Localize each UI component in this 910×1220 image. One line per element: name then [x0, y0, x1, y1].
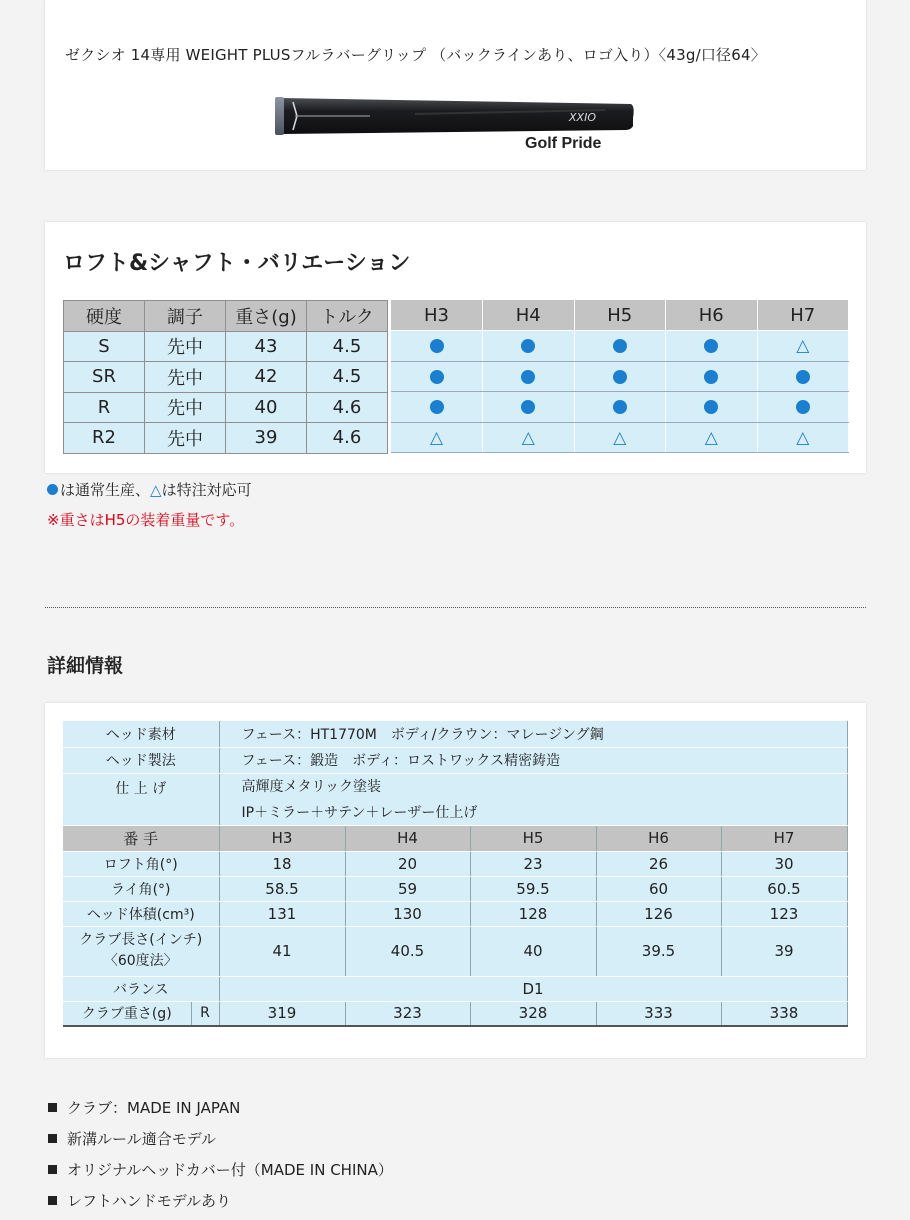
- table-row: [63, 851, 847, 876]
- note-text: レフトハンドモデルあり: [67, 1192, 231, 1210]
- club-weight-value: 333: [596, 1001, 721, 1026]
- flex-cell: R2: [64, 423, 145, 454]
- triangle-icon: △: [521, 427, 535, 448]
- note-text: 新溝ルール適合モデル: [67, 1130, 216, 1148]
- head-material-value: フェース：HT1770M ボディ/クラウン：マレージング鋼: [219, 721, 847, 747]
- availability-cell: [666, 361, 758, 392]
- lie-value: 59: [345, 876, 470, 901]
- length-value: 39: [721, 926, 847, 976]
- grip-card: [45, 0, 866, 170]
- availability-cell: [757, 361, 849, 392]
- head-method-label: ヘッド製法: [63, 747, 219, 773]
- availability-cell: [574, 422, 666, 453]
- club-weight-value: 319: [219, 1001, 345, 1026]
- dot-icon: [613, 400, 627, 414]
- availability-cell: [391, 422, 483, 453]
- torque-cell: 4.5: [307, 362, 388, 393]
- finish-value-1: 高輝度メタリック塗装: [219, 773, 847, 799]
- volume-value: 123: [721, 901, 847, 926]
- variation-title: ロフト&シャフト・バリエーション: [63, 251, 411, 276]
- header-h4: H4: [483, 300, 575, 331]
- torque-cell: 4.5: [307, 331, 388, 362]
- volume-value: 131: [219, 901, 345, 926]
- availability-cell: [757, 422, 849, 453]
- number-h6: H6: [596, 825, 721, 851]
- variation-spec-table: [63, 300, 388, 454]
- dot-icon: [430, 370, 444, 384]
- weight-flex: R: [191, 1001, 219, 1026]
- header-hardness: 硬度: [64, 301, 145, 332]
- kick-cell: 先中: [145, 331, 226, 362]
- weight-cell: 43: [226, 331, 307, 362]
- availability-cell: [757, 392, 849, 423]
- table-row: [63, 926, 847, 976]
- notes-list: [48, 1096, 393, 1220]
- header-h6: H6: [666, 300, 758, 331]
- table-row: [64, 392, 388, 423]
- balance-label: バランス: [63, 976, 219, 1001]
- availability-legend: [47, 479, 252, 500]
- dot-icon: [796, 400, 810, 414]
- grip-image: [275, 96, 635, 154]
- availability-header: [391, 300, 849, 331]
- square-bullet-icon: [48, 1196, 57, 1205]
- length-value: 40: [470, 926, 596, 976]
- spec-card: [45, 703, 866, 1058]
- triangle-icon: △: [150, 481, 162, 499]
- triangle-icon: △: [796, 427, 810, 448]
- number-h7: H7: [721, 825, 847, 851]
- header-weight: 重さ(g): [226, 301, 307, 332]
- lie-value: 60: [596, 876, 721, 901]
- table-row: [64, 362, 388, 393]
- availability-cell: [391, 331, 483, 362]
- legend-dot-text: は通常生産、: [60, 481, 151, 499]
- list-item: [48, 1158, 393, 1189]
- availability-cell: [483, 331, 575, 362]
- table-row: [63, 721, 847, 747]
- square-bullet-icon: [48, 1103, 57, 1112]
- note-text: オリジナルヘッドカバー付（MADE IN CHINA）: [67, 1161, 393, 1179]
- club-weight-value: 323: [345, 1001, 470, 1026]
- club-weight-value: 338: [721, 1001, 847, 1026]
- dot-icon: [47, 484, 58, 495]
- torque-cell: 4.6: [307, 423, 388, 454]
- square-bullet-icon: [48, 1134, 57, 1143]
- grip-title: ゼクシオ 14専用 WEIGHT PLUSフルラバーグリップ （バックラインあり、ロゴ入り）〈43g/口径64〉: [65, 46, 766, 64]
- length-label: [63, 926, 219, 976]
- loft-label: ロフト角(°): [63, 851, 219, 876]
- availability-cell: [666, 422, 758, 453]
- length-label-line-2: 〈60度法〉: [103, 953, 178, 969]
- finish-label: 仕 上 げ: [63, 773, 219, 825]
- table-row: [64, 423, 388, 454]
- number-h5: H5: [470, 825, 596, 851]
- triangle-icon: △: [613, 427, 627, 448]
- table-row: [63, 747, 847, 773]
- dot-icon: [613, 339, 627, 353]
- dot-icon: [704, 370, 718, 384]
- length-value: 41: [219, 926, 345, 976]
- flex-cell: R: [64, 392, 145, 423]
- header-h3: H3: [391, 300, 483, 331]
- lie-value: 59.5: [470, 876, 596, 901]
- weight-cell: 39: [226, 423, 307, 454]
- loft-value: 26: [596, 851, 721, 876]
- availability-cell: [757, 331, 849, 362]
- square-bullet-icon: [48, 1165, 57, 1174]
- availability-cell: [666, 392, 758, 423]
- dot-icon: [430, 400, 444, 414]
- volume-value: 130: [345, 901, 470, 926]
- lie-label: ライ角(°): [63, 876, 219, 901]
- dot-icon: [521, 400, 535, 414]
- xxio-logo-text: XXIO: [569, 111, 596, 124]
- detail-heading: 詳細情報: [47, 655, 124, 677]
- dot-icon: [704, 339, 718, 353]
- number-h3: H3: [219, 825, 345, 851]
- finish-value-2: IP＋ミラー＋サテン＋レーザー仕上げ: [219, 799, 847, 825]
- header-h5: H5: [574, 300, 666, 331]
- availability-cell: [666, 331, 758, 362]
- kick-cell: 先中: [145, 392, 226, 423]
- availability-cell: [483, 422, 575, 453]
- variation-card: [45, 222, 866, 473]
- header-h7: H7: [757, 300, 849, 331]
- lie-value: 58.5: [219, 876, 345, 901]
- dot-icon: [613, 370, 627, 384]
- table-row: [391, 422, 849, 453]
- dot-icon: [521, 339, 535, 353]
- loft-value: 18: [219, 851, 345, 876]
- dot-icon: [704, 400, 718, 414]
- spec-table: [63, 721, 848, 1027]
- head-method-value: フェース：鍛造 ボディ：ロストワックス精密鋳造: [219, 747, 847, 773]
- weight-cell: 42: [226, 362, 307, 393]
- volume-value: 128: [470, 901, 596, 926]
- kick-cell: 先中: [145, 362, 226, 393]
- header-torque: トルク: [307, 301, 388, 332]
- table-row: [63, 773, 847, 799]
- weight-note: ※重さはH5の装着重量です。: [47, 511, 245, 529]
- availability-cell: [391, 361, 483, 392]
- club-weight-value: 328: [470, 1001, 596, 1026]
- table-row: [63, 976, 847, 1001]
- header-kick: 調子: [145, 301, 226, 332]
- length-label-line-1: クラブ長さ(インチ): [79, 932, 203, 948]
- dot-icon: [796, 370, 810, 384]
- loft-value: 20: [345, 851, 470, 876]
- loft-value: 23: [470, 851, 596, 876]
- weight-label: クラブ重さ(g): [63, 1001, 191, 1026]
- list-item: [48, 1127, 393, 1158]
- dot-icon: [430, 339, 444, 353]
- table-row: [391, 331, 849, 362]
- table-row: [63, 1001, 847, 1026]
- triangle-icon: △: [429, 427, 444, 448]
- volume-value: 126: [596, 901, 721, 926]
- triangle-icon: △: [796, 336, 810, 357]
- number-label: 番 手: [63, 825, 219, 851]
- availability-cell: [483, 361, 575, 392]
- variation-availability-table: [391, 300, 849, 453]
- section-divider: [45, 607, 866, 608]
- triangle-icon: △: [704, 427, 718, 448]
- number-h4: H4: [345, 825, 470, 851]
- list-item: [48, 1189, 393, 1220]
- torque-cell: 4.6: [307, 392, 388, 423]
- table-row: [391, 361, 849, 392]
- volume-label: ヘッド体積(cm³): [63, 901, 219, 926]
- length-value: 39.5: [596, 926, 721, 976]
- golf-pride-text: Golf Pride: [525, 135, 602, 152]
- table-row: [391, 392, 849, 423]
- lie-value: 60.5: [721, 876, 847, 901]
- availability-cell: [483, 392, 575, 423]
- flex-cell: SR: [64, 362, 145, 393]
- availability-cell: [574, 361, 666, 392]
- note-text: クラブ：MADE IN JAPAN: [67, 1099, 241, 1117]
- loft-value: 30: [721, 851, 847, 876]
- flex-cell: S: [64, 331, 145, 362]
- balance-value: D1: [219, 976, 847, 1001]
- availability-cell: [574, 392, 666, 423]
- table-row: [63, 901, 847, 926]
- table-row: [64, 331, 388, 362]
- table-row: [63, 876, 847, 901]
- weight-cell: 40: [226, 392, 307, 423]
- availability-cell: [391, 392, 483, 423]
- dot-icon: [521, 370, 535, 384]
- variation-spec-header: [64, 301, 388, 332]
- legend-tri-text: は特注対応可: [161, 481, 252, 499]
- list-item: [48, 1096, 393, 1127]
- length-value: 40.5: [345, 926, 470, 976]
- kick-cell: 先中: [145, 423, 226, 454]
- number-header-row: [63, 825, 847, 851]
- head-material-label: ヘッド素材: [63, 721, 219, 747]
- availability-cell: [574, 331, 666, 362]
